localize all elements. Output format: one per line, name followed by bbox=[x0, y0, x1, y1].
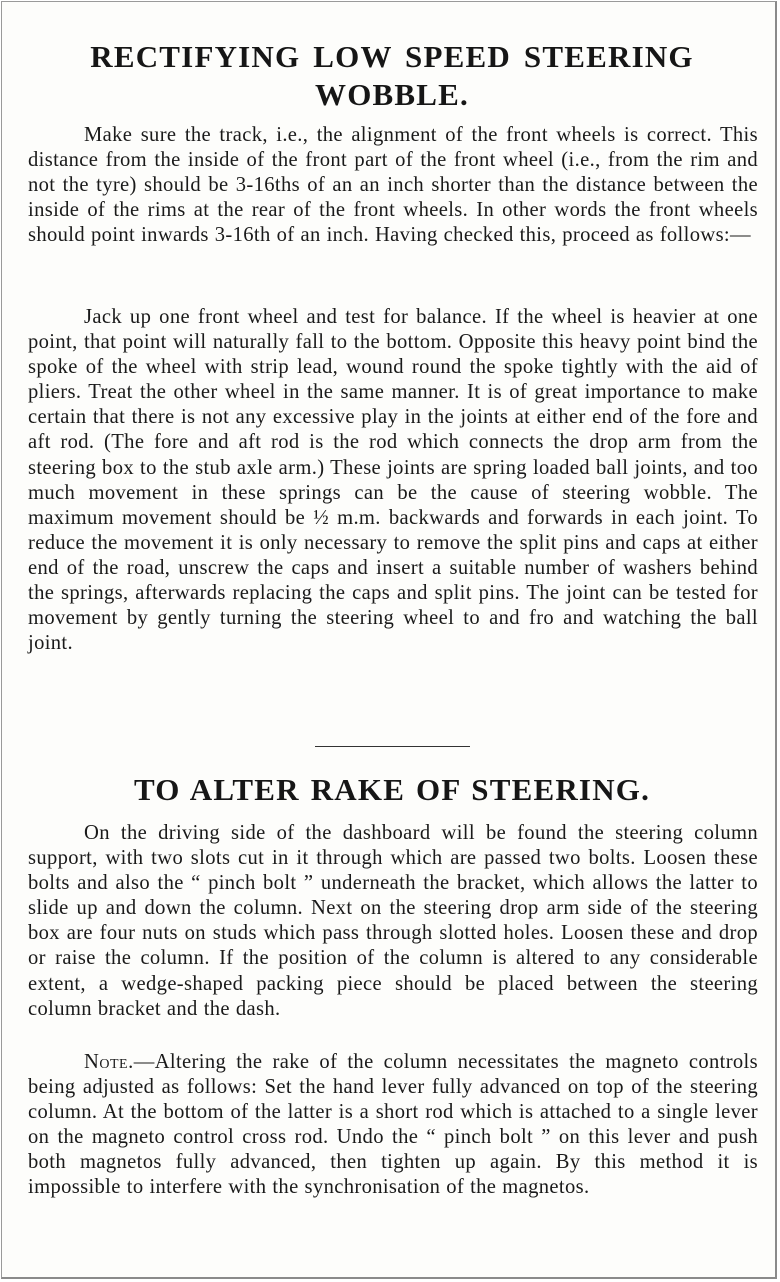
note-text: —Altering the rake of the column necessitates the magneto controls being adjusted as follows: Set the hand lever fully advanced on top of the steering column. At the bottom of the latter is a short rod which is attached to a single lever on the magneto control cross rod. Undo the “ pinch bolt ” on this lever and push both magnetos fully advanced, then tighten up again. By this method it is impossible to interfere with the synchronisation of the magnetos. bbox=[28, 1051, 758, 1199]
section-heading-rake-of-steering: TO ALTER RAKE OF STEERING. bbox=[133, 772, 651, 807]
paragraph-track-alignment: Make sure the track, i.e., the alignment of the front wheels is correct. This distance from the inside of the front part of the front wheel (i.e., from the rim and not the tyre) should be 3-16ths of an an inch shorter than the distance between the inside of the rims at the rear of the front wheels. In other words the front wheels should point inwards 3-16th of an inch. Having checked this, proceed as follows:— bbox=[28, 124, 758, 247]
paragraph-note-magneto bbox=[28, 1050, 758, 1201]
paragraph-steering-column-support: On the driving side of the dashboard will be found the steering column support, with two slots cut in it through which are passed two bolts. Loosen these bolts and also the “ pinch bolt ” underneath the bracket, which allows the latter to slide up and down the column. Next on the steering drop arm side of the steering box are four nuts on studs which pass through slotted holes. Loosen these and drop or raise the column. If the position of the column is altered to any considerable extent, a wedge-shaped packing piece should be placed between the steering column bracket and the dash. bbox=[28, 822, 758, 1020]
note-label: Note. bbox=[84, 1051, 134, 1073]
document-page bbox=[1, 1, 777, 1279]
section-heading-steering-wobble: RECTIFYING LOW SPEED STEERING WOBBLE. bbox=[90, 39, 694, 112]
paragraph-wheel-balance: Jack up one front wheel and test for balance. If the wheel is heavier at one point, that point will naturally fall to the bottom. Opposite this heavy point bind the spoke of the wheel with strip lead, wound round the spoke tightly with the aid of pliers. Treat the other wheel in the same manner. It is of great importance to make certain that there is not any excessive play in the joints at either end of the fore and aft rod. (The fore and aft rod is the rod which connects the drop arm from the steering box to the stub axle arm.) These joints are spring loaded ball joints, and too much movement in these springs can be the cause of steering wobble. The maximum movement should be ½ m.m. backwards and forwards in each joint. To reduce the movement it is only necessary to remove the split pins and caps at either end of the road, unscrew the caps and insert a suitable number of washers behind the springs, afterwards replacing the caps and split pins. The joint can be tested for movement by gently turning the steering wheel to and fro and watching the ball joint. bbox=[28, 306, 758, 655]
section-divider bbox=[315, 746, 470, 747]
